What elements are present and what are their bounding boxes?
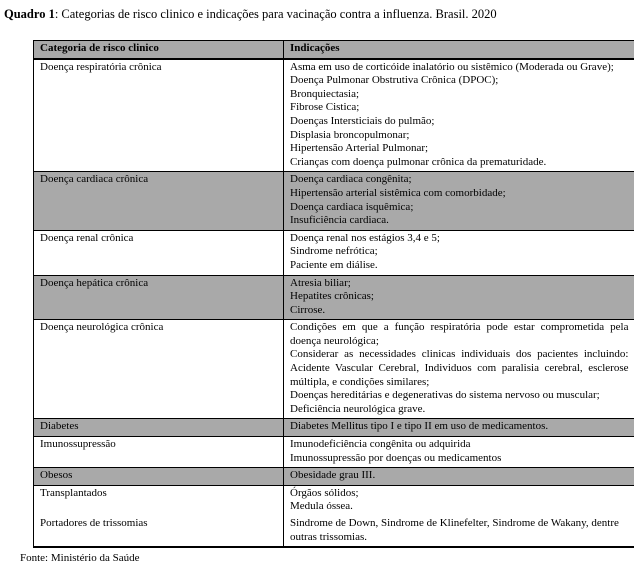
category-cell: Obesos: [34, 468, 284, 486]
indication-item: Hepatites crônicas;: [290, 290, 374, 303]
indication-item: Paciente em diálise.: [290, 258, 378, 271]
indication-item: Doença cardiaca isquêmica;: [290, 200, 414, 213]
table-row: [34, 59, 634, 172]
indications-cell: [284, 230, 634, 275]
indication-item: Doença cardiaca congênita;: [290, 173, 412, 186]
category-cell: Doença respiratória crônica: [34, 59, 284, 172]
indication-item: Órgãos sólidos;: [290, 486, 359, 499]
category-cell: Doença neurológica crônica: [34, 320, 284, 419]
indications-cell: [284, 468, 634, 486]
indication-item: Diabetes Mellitus tipo I e tipo II em uso de medicamentos.: [290, 420, 549, 433]
indication-item: Obesidade grau III.: [290, 469, 376, 482]
indication-item: Considerar as necessidades clinicas individuais dos pacientes incluindo: Acidente Vascular Cerebral, Individuos com paralisia cerebral, esclerose múltipla, e condições similares;: [290, 348, 629, 388]
indication-item: Hipertensão Arterial Pulmonar;: [290, 142, 429, 155]
table-header: [34, 41, 634, 59]
table-row: [34, 437, 634, 468]
indication-item: Crianças com doença pulmonar crônica da prematuridade.: [290, 155, 547, 168]
indications-cell: [284, 59, 634, 172]
category-cell: Imunossupressão: [34, 437, 284, 468]
indication-item: Imunodeficiência congênita ou adquirida: [290, 438, 471, 451]
table-body: [34, 59, 634, 548]
category-cell: Diabetes: [34, 419, 284, 437]
indications-cell: [284, 485, 634, 516]
table-caption: [4, 6, 634, 22]
indication-item: Sindrome de Down, Sindrome de Klinefelter, Sindrome de Wakany, dentre outras trissomias.: [290, 517, 619, 543]
indications-cell: [284, 437, 634, 468]
indication-item: Deficiência neurológica grave.: [290, 402, 426, 415]
indication-item: Displasia broncopulmonar;: [290, 128, 410, 141]
header-row: [34, 41, 634, 59]
header-indications: Indicações: [284, 41, 634, 59]
indication-item: Doenças Intersticiais do pulmão;: [290, 114, 435, 127]
header-category: Categoria de risco clinico: [34, 41, 284, 59]
indication-item: Bronquiectasia;: [290, 87, 360, 100]
risk-categories-table: [33, 40, 634, 548]
table-row: [34, 468, 634, 486]
table-row: [34, 320, 634, 419]
indications-cell: [284, 275, 634, 320]
indication-item: Fibrose Cistica;: [290, 101, 360, 114]
caption-text: : Categorias de risco clinico e indicações para vacinação contra a influenza. Brasil. 2020: [54, 7, 497, 21]
indication-item: Doença renal nos estágios 3,4 e 5;: [290, 231, 440, 244]
category-cell: Doença cardiaca crônica: [34, 172, 284, 230]
indication-item: Medula óssea.: [290, 500, 353, 513]
table-row: [34, 419, 634, 437]
indication-item: Doenças hereditárias e degenerativas do sistema nervoso ou muscular;: [290, 389, 600, 402]
indication-item: Sindrome nefrótica;: [290, 245, 378, 258]
indication-item: Doença Pulmonar Obstrutiva Crônica (DPOC);: [290, 74, 499, 87]
table-row: [34, 485, 634, 516]
category-cell: Portadores de trissomias: [34, 516, 284, 547]
caption-label: Quadro 1: [4, 7, 55, 21]
indication-item: Hipertensão arterial sistêmica com comorbidade;: [290, 186, 506, 199]
table-row: [34, 230, 634, 275]
category-cell: Doença hepática crônica: [34, 275, 284, 320]
indication-item: Condições em que a função respiratória pode estar comprometida pela doença neurológica;: [290, 321, 629, 347]
indication-item: Cirrose.: [290, 303, 326, 316]
table-row: [34, 275, 634, 320]
indication-item: Imunossupressão por doenças ou medicamentos: [290, 451, 502, 464]
table-row: [34, 516, 634, 547]
indication-item: Insuficiência cardiaca.: [290, 214, 389, 227]
indications-cell: [284, 172, 634, 230]
indications-cell: [284, 320, 634, 419]
indication-item: Atresia biliar;: [290, 276, 351, 289]
indications-cell: [284, 516, 634, 547]
indications-cell: [284, 419, 634, 437]
indication-item: Asma em uso de corticóide inalatório ou sistêmico (Moderada ou Grave);: [290, 60, 614, 73]
source-note: Fonte: Ministério da Saúde: [20, 552, 140, 565]
category-cell: Doença renal crônica: [34, 230, 284, 275]
table-row: [34, 172, 634, 230]
category-cell: Transplantados: [34, 485, 284, 516]
